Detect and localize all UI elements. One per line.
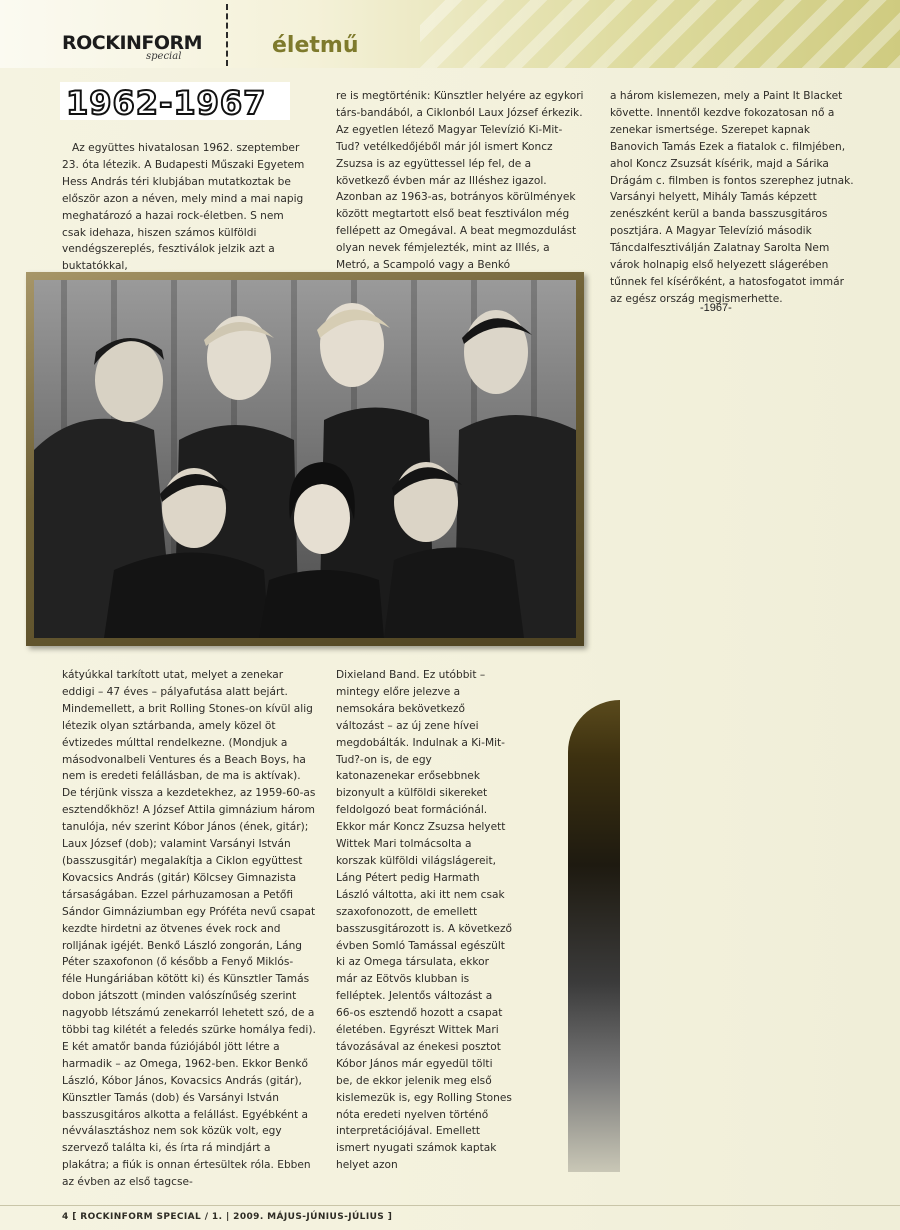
photo-caption: -1967- — [700, 302, 732, 314]
article-paragraph: a három kislemezen, mely a Paint It Blacket követte. Innentől kezdve fokozatosan nő a zenekar ismertsége. Szerepet kapnak Banovich Tamás Ezek a fiatalok c. filmjében, ahol Koncz Zsuzsát kísérik, majd a Sárika Drágám c. filmben is fontos szerephez jutnak. Varsányi helyett, Mihály Tamás képzett zenészként kerül a banda basszusgitáros posztjára. A Magyar Televízió második Táncdalfesztiválján Zalatnay Sarolta Nem várok holnapig első helyezett slágerében tűnnek fel kísérőként, a hatosfogatot immár az egész ország megismerhette. — [610, 90, 854, 305]
band-photo — [34, 280, 576, 638]
decorative-side-strip — [568, 700, 620, 1172]
article-paragraph: Az együttes hivatalosan 1962. szeptember 23. óta létezik. A Budapesti Műszaki Egyetem Hess András téri klubjában mutatkoztak be először azon a néven, mely mind a mai napig meghatározó a hazai rock-életben. S nem csak idehaza, hiszen számos külföldi vendégszereplés, fesztiválok jelzik azt a buktatókkal, — [62, 142, 305, 273]
article-column-1 — [62, 140, 308, 275]
article-paragraph: kátyúkkal tarkított utat, melyet a zenekar eddigi – 47 éves – pályafutása alatt bejárt. Mindemellett, a brit Rolling Stones-on kívül alig létezik olyan sztárbanda, amely közel öt évtizedes múlttal rendelkezne. (Mondjuk a másodvonalbeli Ventures és a Beach Boys, ha nem is eredeti felállásban, de ma is aktívak). De térjünk vissza a kezdetekhez, az 1959-60-as esztendőkhöz! A József Attila gimnázium három tanulója, név szerint Kóbor János (ének, gitár); Laux József (dob); valamint Varsányi István (basszusgitár) megalakítja a Ciklon együttest Kovacsics András (gitár) Kölcsey Gimnazista társaságában. Ezzel párhuzamosan a Petőfi Sándor Gimnáziumban egy Próféta nevű csapat kezdte hirdetni az ötvenes évek rock and rolljának igéjét. Benkő László zongorán, Láng Péter szaxofonon (ő később a Fenyő Miklós- féle Hungáriában kötött ki) és Künsztler Tamás dobon játszott (minden valószínűség szerint nagyobb létszámú zenekarról lehetett szó, de a többi tag kilétét a feledés szürke homálya fedi). E két amatőr banda fúziójából jött létre a harmadik – az Omega, 1962-ben. Ekkor Benkő László, Kóbor János, Kovacsics András (gitár), Künsztler Tamás (dob) és Varsányi István basszusgitáros alkotta a felállást. Egyébként a névválasztáshoz nem sok közük volt, egy szervező találta ki, és írta rá mindjárt a plakátra; a fiúk is onnan értesültek róla. Ebben az évben az első tagcse- — [62, 669, 316, 1189]
band-photo-illustration — [34, 280, 576, 638]
article-column-2 — [336, 88, 584, 274]
article-paragraph: Dixieland Band. Ez utóbbit – mintegy előre jelezve a nemsokára bekövetkező változást – az új zene hívei megdobálták. Indulnak a Ki-Mit-Tud?-on is, de egy katonazenekar erősebbnek bizonyult a külföldi sikereket feldolgozó beat formációnál. Ekkor már Koncz Zsuzsa helyett Wittek Mari tolmácsolta a korszak külföldi világslágereit, Láng Pétert pedig Harmath László váltotta, aki itt nem csak szaxofonozott, de emellett basszusgitározott is. A következő évben Somló Tamással egészült ki az Omega társulata, ekkor már az Eötvös klubban is felléptek. Jelentős változást a 66-os esztendő hozott a csapat életében. Egyrészt Wittek Mari távozásával az énekesi posztot Kóbor János már egyedül tölti be, de ekkor jelenik meg első kislemezük is, egy Rolling Stones nóta eredeti nyelven történő interpretációjával. Emellett ismert nyugati számok kaptak helyet azon — [336, 669, 512, 1172]
article-paragraph: re is megtörténik: Künsztler helyére az egykori társ-bandából, a Ciklonból Laux József érkezik. Az egyetlen létező Magyar Televízió Ki-Mit-Tud? vetélkedőjéből már jól ismert Koncz Zsuzsa is az együttessel lép fel, de a következő évben már az Illéshez igazol. Azonban az 1963-as, botrányos körülmények között megtartott első beat fesztiválon még fellépett az Omegával. A beat megmozdulást olyan nevek fémjelezték, mint az Illés, a Metró, a Scampoló vagy a Benkó — [336, 90, 584, 272]
page-footer: 4 [ ROCKINFORM SPECIAL / 1. | 2009. MÁJUS-JÚNIUS-JÚLIUS ] — [62, 1212, 393, 1222]
magazine-logo: ROCKINFORM — [62, 32, 203, 54]
magazine-logo-subtitle: special — [146, 51, 182, 62]
article-column-5 — [336, 667, 512, 1174]
section-title: életmű — [272, 33, 359, 58]
year-title: 1962-1967 — [66, 84, 267, 122]
header-divider — [226, 4, 228, 66]
article-column-4 — [62, 667, 316, 1191]
footer-rule — [0, 1205, 900, 1206]
article-column-3 — [610, 88, 854, 308]
header-stripe-decoration — [420, 0, 900, 68]
